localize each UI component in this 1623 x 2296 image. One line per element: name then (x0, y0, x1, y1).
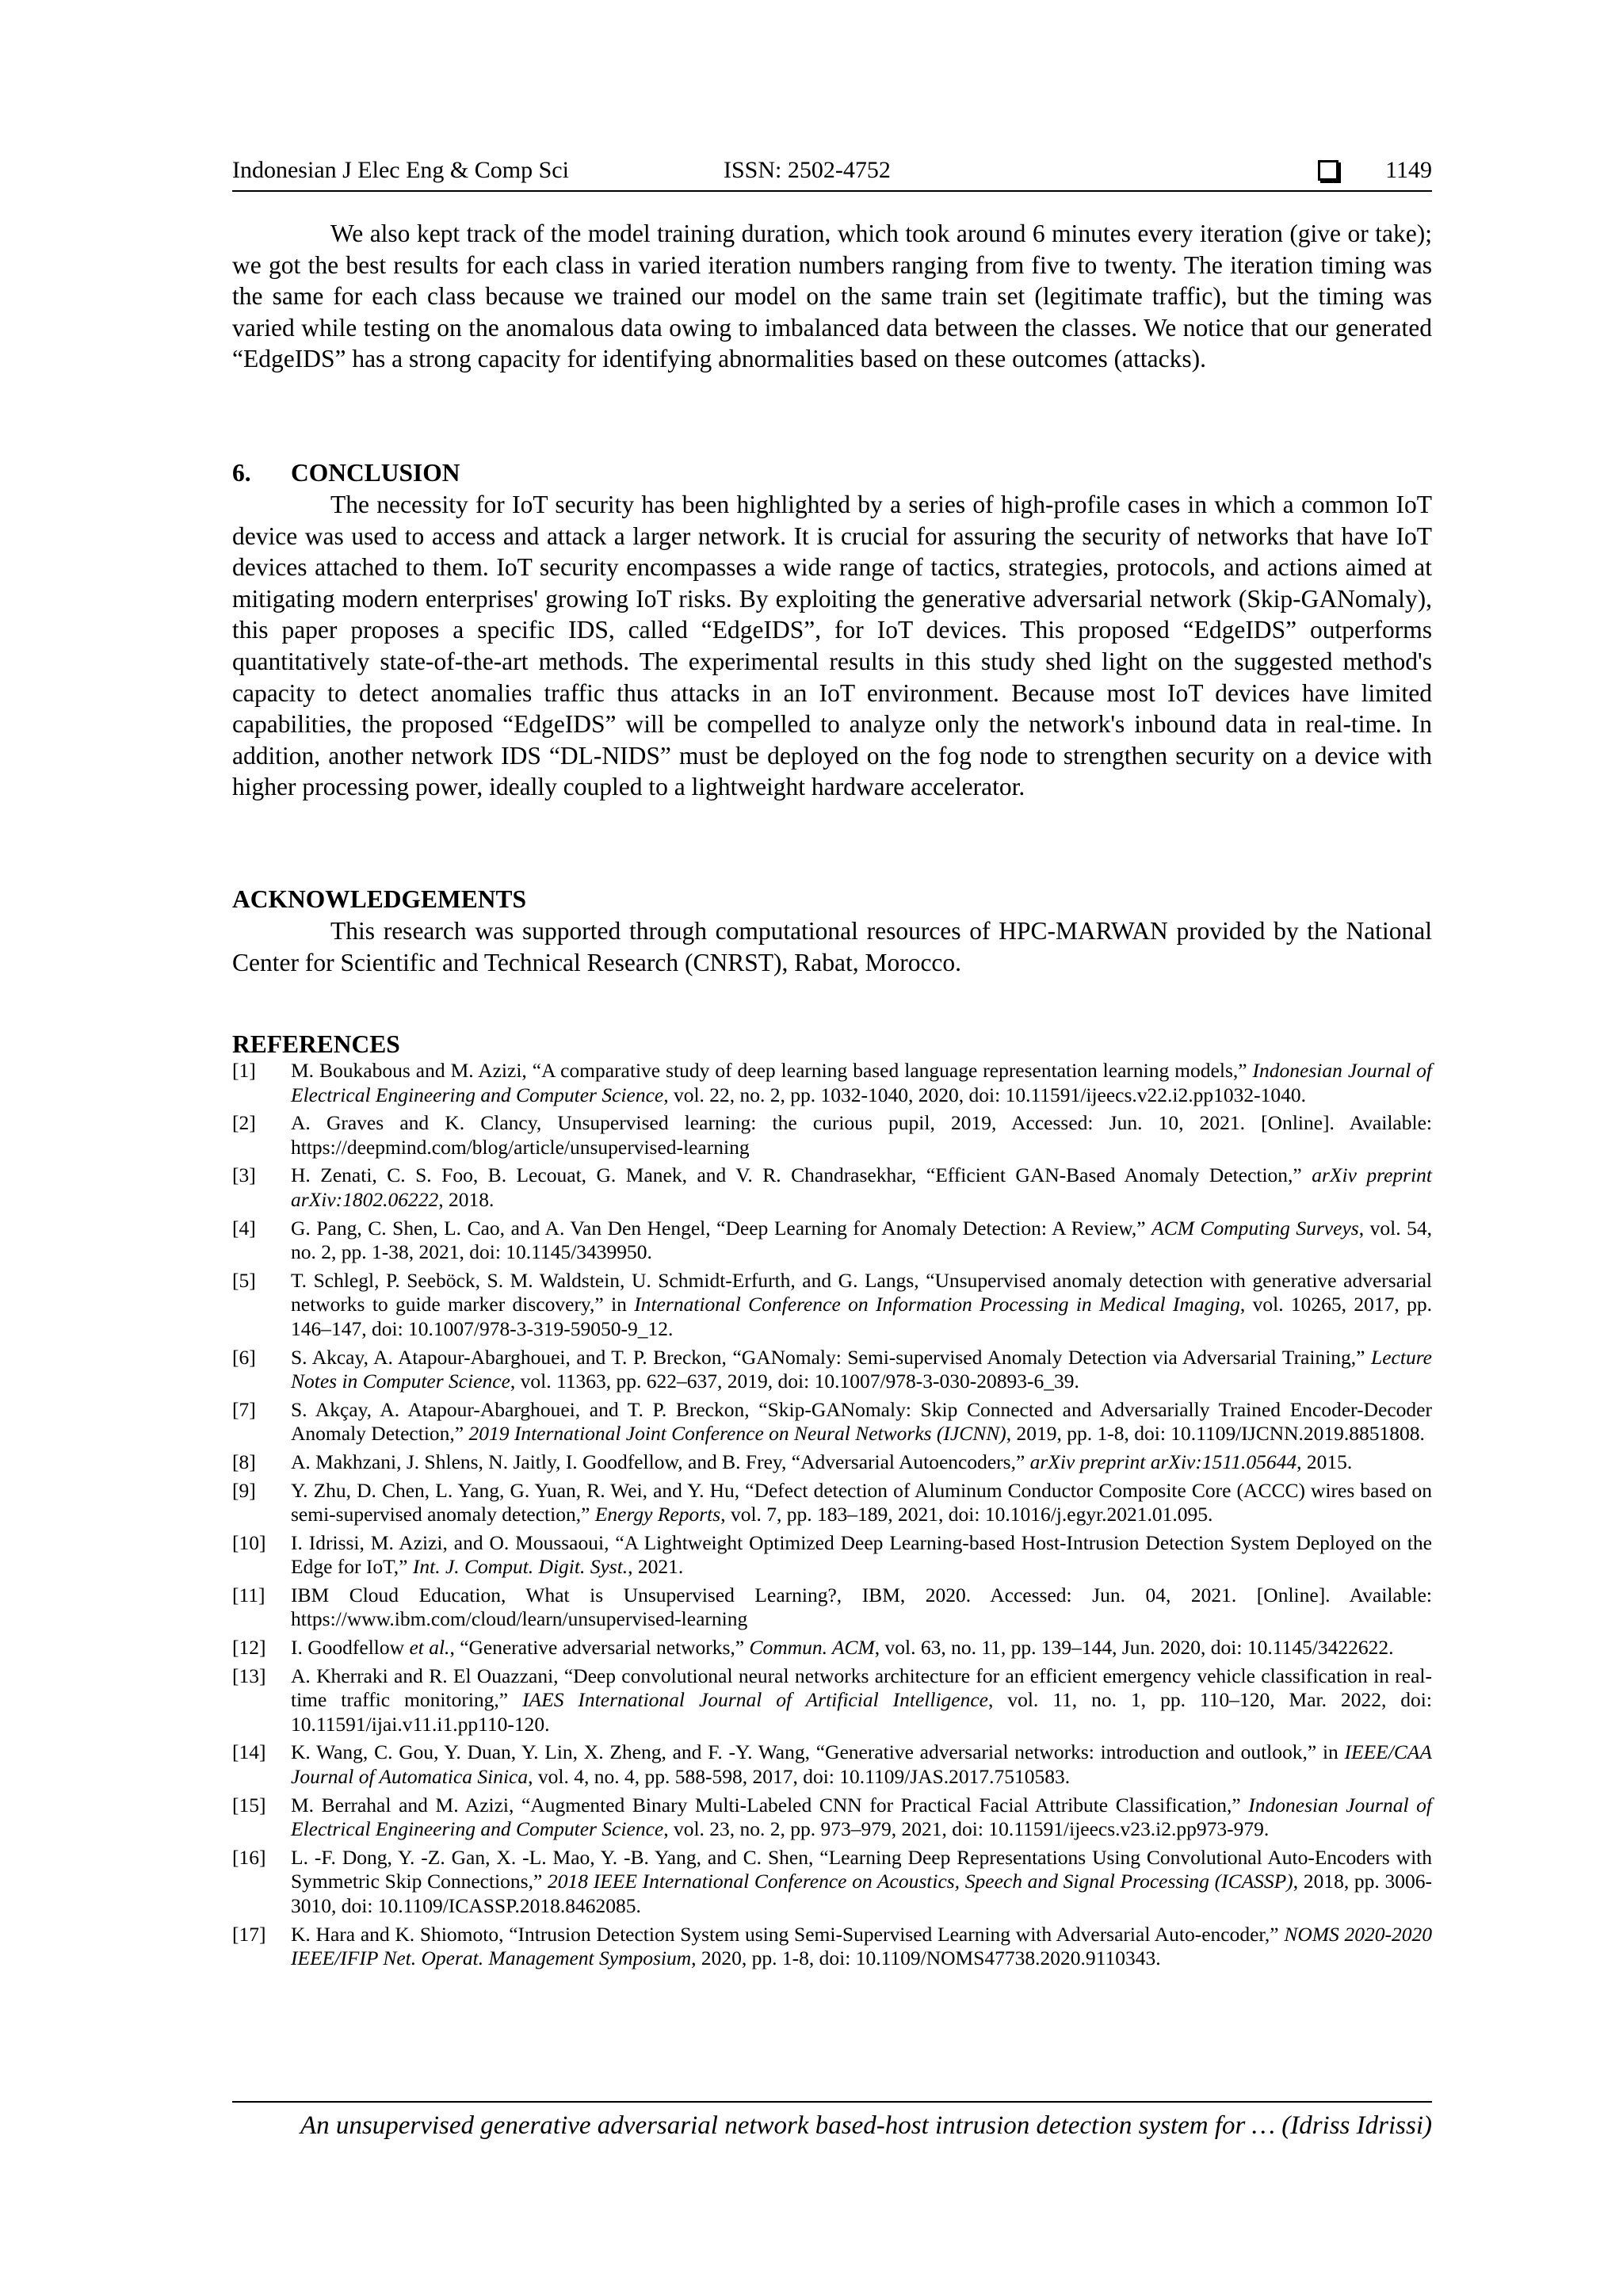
reference-item (232, 1531, 1432, 1580)
page-number: 1149 (1385, 157, 1432, 183)
reference-item (232, 1217, 1432, 1265)
reference-number: [10] (232, 1530, 266, 1554)
reference-text: A. Graves and K. Clancy, Unsupervised learning: the curious pupil, 2019, Accessed: Jun. 10, 2021. [Online]. Available: https://deepmind.com/blog/article/unsupervised-learning (291, 1111, 1432, 1159)
reference-venue: IEEE/CAA Journal of Automatica Sinica (291, 1740, 1432, 1789)
reference-venue: Int. J. Comput. Digit. Syst. (412, 1555, 628, 1579)
journal-name: Indonesian J Elec Eng & Comp Sci (232, 157, 569, 183)
reference-text: , vol. 22, no. 2, pp. 1032-1040, 2020, doi: 10.11591/ijeecs.v22.i2.pp1032-1040. (663, 1083, 1306, 1106)
reference-number: [4] (232, 1216, 256, 1240)
reference-text: A. Makhzani, J. Shlens, N. Jaitly, I. Goodfellow, and B. Frey, “Adversarial Autoencoders,” (291, 1450, 1030, 1473)
reference-text: , 2015. (1296, 1450, 1353, 1473)
reference-item (232, 1923, 1432, 1971)
reference-text: , “Generative adversarial networks,” (449, 1636, 750, 1660)
reference-item (232, 1398, 1432, 1446)
reference-venue: et al. (409, 1636, 450, 1660)
reference-text: L. -F. Dong, Y. -Z. Gan, X. -L. Mao, Y. -B. Yang, and C. Shen, “Learning Deep Representations Using Convolutional Auto-Encoders with Symmetric Skip Connections,” (291, 1845, 1432, 1893)
reference-venue: Energy Reports (594, 1503, 721, 1526)
issn: ISSN: 2502-4752 (724, 157, 891, 183)
reference-number: [9] (232, 1478, 256, 1502)
page-footer: An unsupervised generative adversarial network based-host intrusion detection system for … (Idriss Idrissi) (232, 2101, 1432, 2142)
reference-item (232, 1664, 1432, 1737)
reference-text: , 2018, pp. 3006-3010, doi: 10.1109/ICASSP.2018.8462085. (291, 1870, 1432, 1917)
reference-number: [3] (232, 1163, 256, 1187)
reference-item (232, 1163, 1432, 1212)
reference-venue: arXiv preprint arXiv:1511.05644 (1029, 1450, 1297, 1473)
section-title: CONCLUSION (291, 459, 460, 487)
reference-venue: Indonesian Journal of Electrical Engineering and Computer Science (291, 1059, 1432, 1106)
reference-text: , 2019, pp. 1-8, doi: 10.1109/IJCNN.2019.8851808. (1006, 1422, 1425, 1446)
acknowledgements-paragraph: This research was supported through computational resources of HPC-MARWAN provided by the National Center for Scientific and Technical Research (CNRST), Rabat, Morocco. (232, 917, 1432, 976)
reference-item (232, 1450, 1432, 1475)
reference-item (232, 1584, 1432, 1632)
reference-text: T. Schlegl, P. Seeböck, S. M. Waldstein, U. Schmidt-Erfurth, and G. Langs, “Unsupervised anomaly detection with generative adversarial networks to guide marker discovery,” in (291, 1268, 1432, 1316)
reference-venue: ACM Computing Surveys (1151, 1216, 1359, 1240)
reference-venue: Lecture Notes in Computer Science (291, 1345, 1432, 1393)
reference-text: I. Goodfellow (291, 1636, 410, 1660)
results-paragraph: We also kept track of the model training duration, which took around 6 minutes every iteration (give or take); we got the best results for each class in varied iteration numbers ranging from five to twenty. The iteration timing was the same for each class because we trained our model on the same train set (legitimate traffic), but the timing was varied while testing on the anomalous data owing to imbalanced data between the classes. We notice that our generated “EdgeIDS” has a strong capacity for identifying abnormalities based on these outcomes (attacks). (232, 220, 1432, 373)
reference-number: [17] (232, 1922, 266, 1946)
reference-number: [14] (232, 1740, 266, 1764)
reference-text: Y. Zhu, D. Chen, L. Yang, G. Yuan, R. Wei, and Y. Hu, “Defect detection of Aluminum Conductor Composite Core (ACCC) wires based on semi-supervised anomaly detection,” (291, 1478, 1432, 1526)
reference-text: , vol. 63, no. 11, pp. 139–144, Jun. 2020, doi: 10.1145/3422622. (874, 1636, 1394, 1660)
reference-item (232, 1740, 1432, 1789)
reference-text: , vol. 11, no. 1, pp. 110–120, Mar. 2022, doi: 10.11591/ijai.v11.i1.pp110-120. (291, 1688, 1432, 1736)
reference-number: [7] (232, 1397, 256, 1421)
reference-venue: 2019 International Joint Conference on Neural Networks (IJCNN) (468, 1422, 1006, 1446)
reference-text: K. Hara and K. Shiomoto, “Intrusion Detection System using Semi-Supervised Learning with Adversarial Auto-encoder,” (291, 1922, 1285, 1946)
reference-text: M. Boukabous and M. Azizi, “A comparative study of deep learning based language representation learning models,” (291, 1059, 1253, 1082)
page-header (232, 155, 1432, 192)
reference-number: [13] (232, 1664, 266, 1687)
reference-item (232, 1794, 1432, 1842)
reference-venue: International Conference on Information Processing in Medical Imaging (634, 1293, 1240, 1316)
reference-item (232, 1346, 1432, 1394)
reference-number: [6] (232, 1345, 256, 1369)
reference-number: [16] (232, 1845, 266, 1869)
reference-venue: Commun. ACM (749, 1636, 875, 1660)
reference-venue: Indonesian Journal of Electrical Engineering and Computer Science (291, 1793, 1432, 1841)
reference-text: IBM Cloud Education, What is Unsupervised Learning?, IBM, 2020. Accessed: Jun. 04, 2021. [Online]. Available: https://www.ibm.com/cloud/learn/unsupervised-learning (291, 1583, 1432, 1631)
reference-number: [11] (232, 1583, 265, 1606)
reference-venue: arXiv preprint arXiv:1802.06222 (291, 1163, 1433, 1211)
conclusion-paragraph: The necessity for IoT security has been highlighted by a series of high-profile cases in which a common IoT device was used to access and attack a larger network. It is crucial for assuring the security of networks that have IoT devices attached to them. IoT security encompasses a wide range of tactics, strategies, protocols, and actions aimed at mitigating modern enterprises' growing IoT risks. By exploiting the generative adversarial network (Skip-GANomaly), this paper proposes a specific IDS, called “EdgeIDS”, for IoT devices. This proposed “EdgeIDS” outperforms quantitatively state-of-the-art methods. The experimental results in this study shed light on the suggested method's capacity to detect anomalies traffic thus attacks in an IoT environment. Because most IoT devices have limited capabilities, the proposed “EdgeIDS” will be compelled to analyze only the network's inbound data in real-time. In addition, another network IDS “DL-NIDS” must be deployed on the fog node to strengthen security on a device with higher processing power, ideally coupled to a lightweight hardware accelerator. (232, 491, 1432, 801)
reference-text: , vol. 10265, 2017, pp. 146–147, doi: 10.1007/978-3-319-59050-9_12. (291, 1293, 1432, 1340)
reference-item (232, 1111, 1432, 1159)
reference-text: I. Idrissi, M. Azizi, and O. Moussaoui, “A Lightweight Optimized Deep Learning-based Host-Intrusion Detection System Deployed on the Edge for IoT,” (291, 1530, 1432, 1579)
section-number: 6. (232, 459, 251, 487)
reference-number: [5] (232, 1268, 256, 1292)
reference-number: [2] (232, 1111, 256, 1135)
reference-text: A. Kherraki and R. El Ouazzani, “Deep convolutional neural networks architecture for an efficient emergency vehicle classification in real-time traffic monitoring,” (291, 1664, 1432, 1712)
references-heading: REFERENCES (232, 1030, 400, 1058)
reference-list (232, 1059, 1432, 1975)
reference-venue: IAES International Journal of Artificial Intelligence (522, 1688, 988, 1712)
reference-text: M. Berrahal and M. Azizi, “Augmented Binary Multi-Labeled CNN for Practical Facial Attribute Classification,” (291, 1793, 1249, 1817)
reference-text: S. Akçay, A. Atapour-Abarghouei, and T. P. Breckon, “Skip-GANomaly: Skip Connected and Adversarially Trained Encoder-Decoder Anomaly Detection,” (291, 1397, 1432, 1446)
reference-text: , 2020, pp. 1-8, doi: 10.1109/NOMS47738.2020.9110343. (691, 1946, 1161, 1970)
reference-item (232, 1059, 1432, 1107)
reference-item (232, 1269, 1432, 1342)
acknowledgements-heading: ACKNOWLEDGEMENTS (232, 885, 527, 913)
reference-text: G. Pang, C. Shen, L. Cao, and A. Van Den Hengel, “Deep Learning for Anomaly Detection: A Review,” (291, 1216, 1152, 1240)
reference-item (232, 1636, 1432, 1660)
reference-text: , vol. 23, no. 2, pp. 973–979, 2021, doi: 10.11591/ijeecs.v23.i2.pp973-979. (663, 1817, 1270, 1841)
reference-text: , 2021. (628, 1555, 684, 1579)
reference-text: , vol. 7, pp. 183–189, 2021, doi: 10.1016/j.egyr.2021.01.095. (720, 1503, 1213, 1526)
reference-text: S. Akcay, A. Atapour-Abarghouei, and T. P. Breckon, “GANomaly: Semi-supervised Anomaly Detection via Adversarial Training,” (291, 1345, 1372, 1369)
reference-item (232, 1846, 1432, 1919)
reference-number: [1] (232, 1059, 256, 1082)
reference-text: , vol. 11363, pp. 622–637, 2019, doi: 10.1007/978-3-030-20893-6_39. (510, 1370, 1079, 1393)
reference-text: K. Wang, C. Gou, Y. Duan, Y. Lin, X. Zheng, and F. -Y. Wang, “Generative adversarial networks: introduction and outlook,” in (291, 1740, 1345, 1764)
reference-number: [15] (232, 1793, 266, 1817)
reference-text: H. Zenati, C. S. Foo, B. Lecouat, G. Manek, and V. R. Chandrasekhar, “Efficient GAN-Based Anomaly Detection,” (291, 1163, 1312, 1187)
reference-item (232, 1479, 1432, 1527)
conclusion-heading (232, 457, 460, 489)
reference-text: , vol. 54, no. 2, pp. 1-38, 2021, doi: 10.1145/3439950. (291, 1216, 1432, 1264)
reference-text: , 2018. (438, 1187, 495, 1211)
reference-venue: NOMS 2020-2020 IEEE/IFIP Net. Operat. Management Symposium (291, 1922, 1432, 1970)
reference-venue: 2018 IEEE International Conference on Acoustics, Speech and Signal Processing (ICASSP) (547, 1870, 1293, 1893)
reference-number: [8] (232, 1450, 256, 1473)
reference-text: , vol. 4, no. 4, pp. 588-598, 2017, doi: 10.1109/JAS.2017.7510583. (528, 1765, 1071, 1789)
square-bullet-icon (1318, 160, 1338, 181)
reference-number: [12] (232, 1636, 266, 1660)
